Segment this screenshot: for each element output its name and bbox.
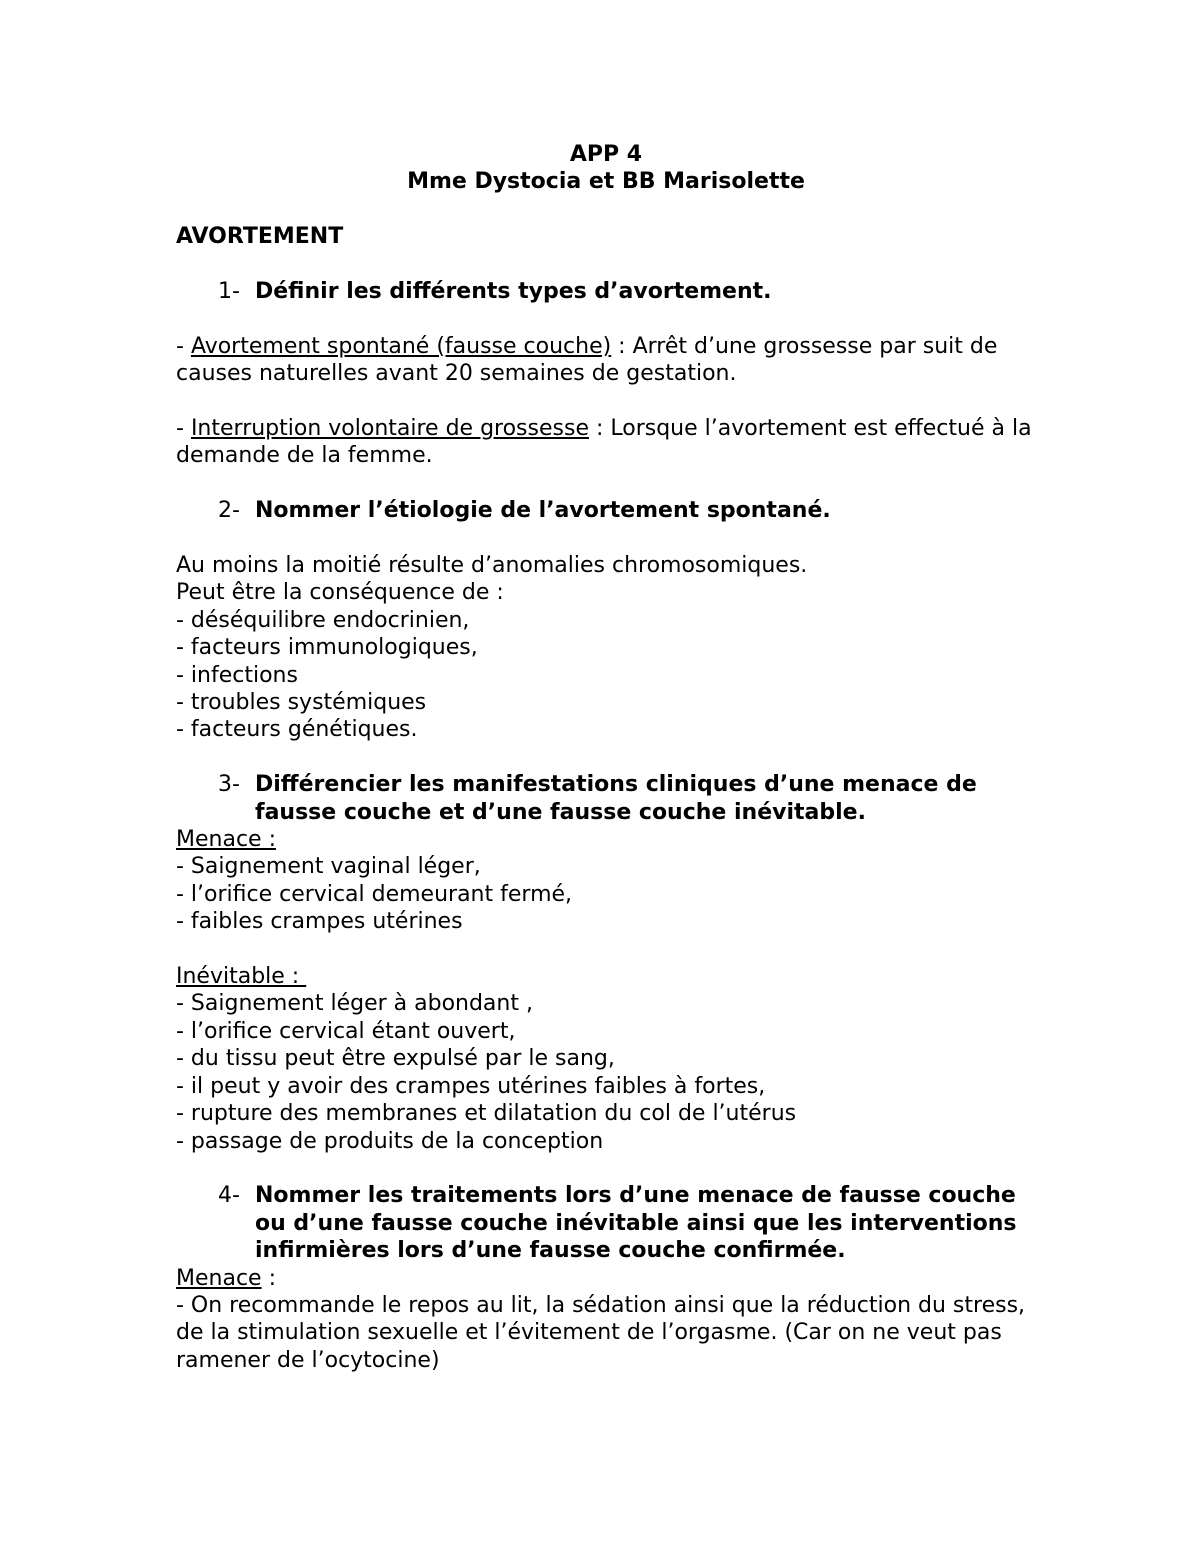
question-3 [218,771,1036,826]
list-item: - passage de produits de la conception [176,1128,604,1154]
term-spontaneous: Avortement spontané (fausse couche) [190,333,612,359]
list-item: - facteurs génétiques. [176,717,418,743]
list-item: - l’orifice cervical étant ouvert, [176,1018,516,1044]
definition-voluntary: - Interruption volontaire de grossesse : Lorsque l’avortement est effectué à la demande de la femme. [176,416,1032,469]
document-title: APP 4 [569,142,643,167]
question-text: Nommer les traitements lors d’une menace de fausse couche ou d’une fausse couche inévitable ainsi que les interventions infirmières lors d’une fausse couche confirmée. [255,1183,1017,1264]
text-line: Au moins la moitié résulte d’anomalies chromosomiques. [176,553,808,578]
section-heading: AVORTEMENT [176,224,344,250]
menace-label: Menace : [176,827,276,853]
question-text: Nommer l’étiologie de l’avortement spontané. [255,498,831,524]
text-line: Peut être la conséquence de : [176,580,504,606]
document-body [176,141,1036,1374]
list-item: - du tissu peut être expulsé par le sang, [176,1046,615,1072]
document-subtitle: Mme Dystocia et BB Marisolette [407,169,805,195]
menace-treatment-label: Menace : [176,1265,276,1291]
question-number: 1- [218,279,240,304]
list-item: - infections [176,662,298,688]
question-2 [218,497,1036,524]
list-item: - déséquilibre endocrinien, [176,607,470,633]
question-1 [218,278,1036,305]
definition-spontaneous: - Avortement spontané (fausse couche) : Arrêt d’une grossesse par suit de causes naturelles avant 20 semaines de gestation. [176,333,998,387]
list-item: - Saignement vaginal léger, [176,854,481,880]
question-number: 2- [218,498,240,524]
question-text: Différencier les manifestations cliniques d’une menace de fausse couche et d’une fausse couche inévitable. [255,772,977,825]
list-item: - faibles crampes utérines [176,909,463,935]
inevitable-label: Inévitable : [176,964,307,990]
list-item: - il peut y avoir des crampes utérines faibles à fortes, [176,1073,766,1099]
list-item: - rupture des membranes et dilatation du col de l’utérus [176,1101,797,1127]
list-item: - troubles systémiques [176,690,427,716]
menace-treatment-text: - On recommande le repos au lit, la sédation ainsi que la réduction du stress, de la stimulation sexuelle et l’évitement de l’orgasme. (Car on ne veut pas ramener de l’ocytocine) [176,1292,1026,1373]
list-item: - Saignement léger à abondant , [176,991,533,1017]
list-item: - l’orifice cervical demeurant fermé, [176,881,573,907]
question-number: 4- [218,1183,240,1209]
question-text: Définir les différents types d’avortement. [255,279,772,304]
term-voluntary: Interruption volontaire de grossesse [190,416,589,441]
question-number: 3- [218,772,240,798]
question-4 [218,1182,1036,1264]
list-item: - facteurs immunologiques, [176,635,478,661]
